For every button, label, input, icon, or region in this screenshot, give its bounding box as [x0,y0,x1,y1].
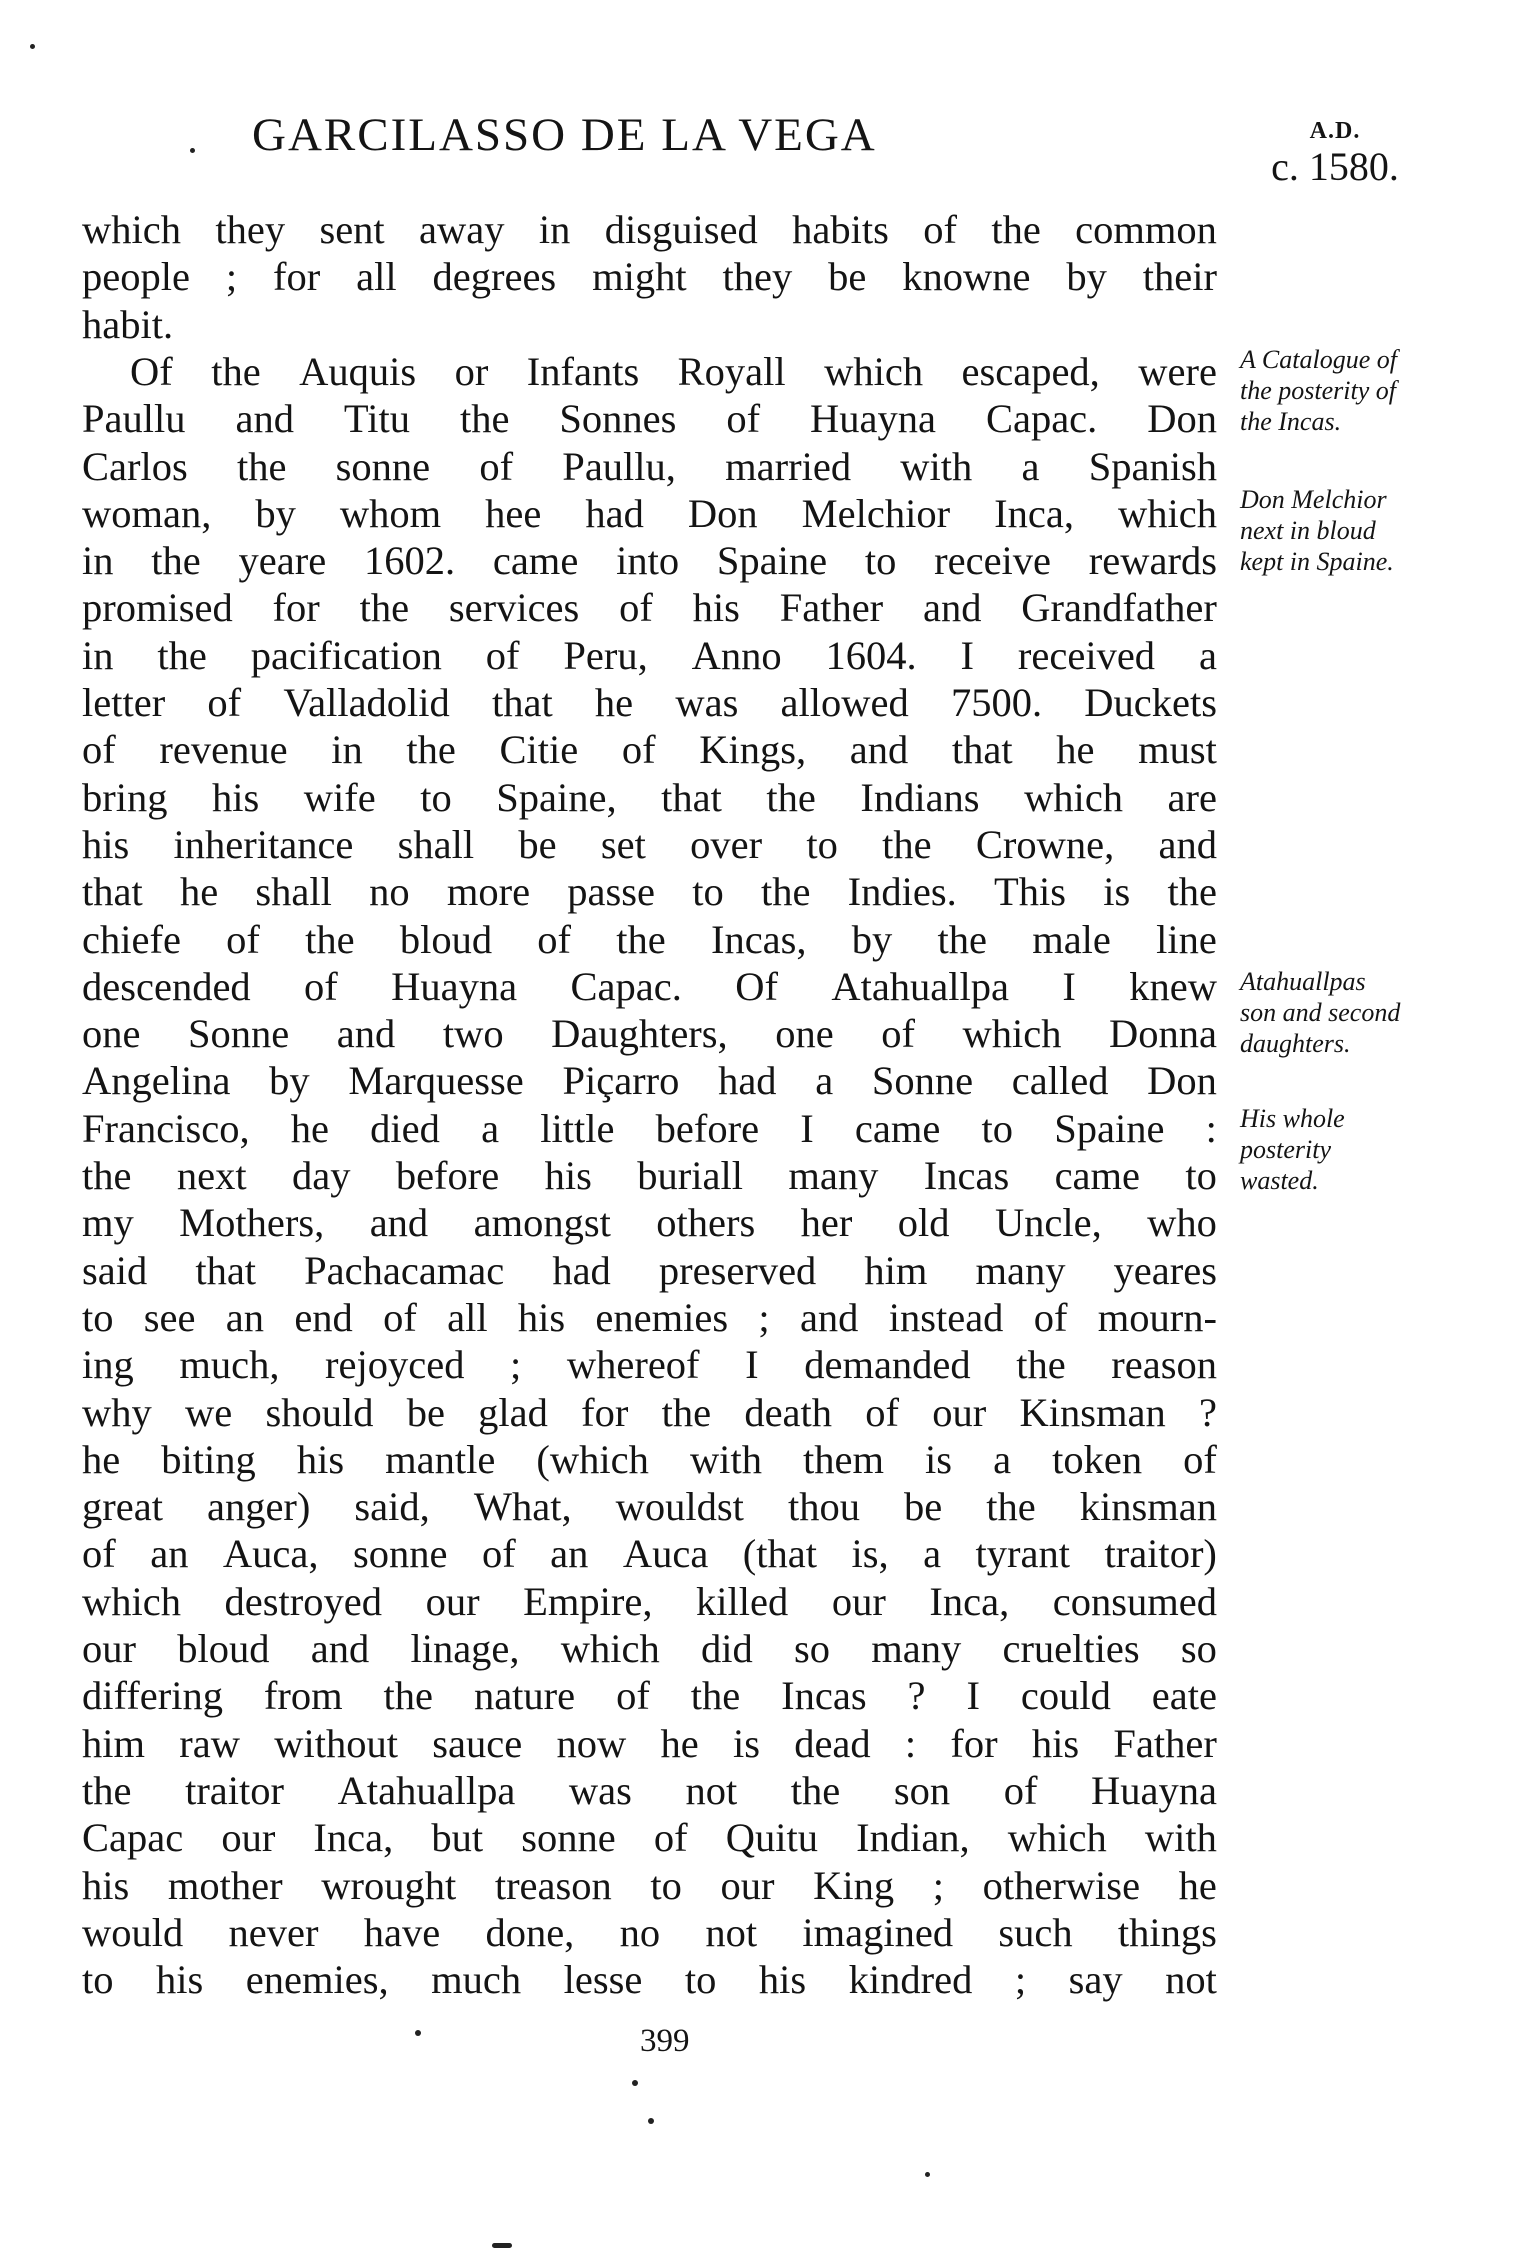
text-line: of revenue in the Citie of Kings, and that he must [82,727,1217,773]
text-line: Carlos the sonne of Paullu, married with a Spanish [82,443,1217,489]
margin-note-line: kept in Spaine. [1240,547,1394,576]
text-line: in the pacification of Peru, Anno 1604. I received a [82,632,1217,678]
text-line: Capac our Inca, but sonne of Quitu Indian, which with [82,1815,1217,1861]
text-line: why we should be glad for the death of our Kinsman ? [82,1389,1217,1435]
text-line: to see an end of all his enemies ; and instead of mourn- [82,1294,1217,1340]
print-speck [492,2243,512,2248]
text-line: Paullu and Titu the Sonnes of Huayna Capac. Don [82,396,1217,442]
text-line: Of the Auquis or Infants Royall which escaped, were [130,348,1217,394]
text-line: descended of Huayna Capac. Of Atahuallpa I knew [82,963,1217,1009]
text-line: promised for the services of his Father and Grandfather [82,585,1217,631]
margin-note-line: next in bloud [1240,516,1376,545]
print-speck [415,2030,421,2036]
margin-note-melchior [1240,484,1460,577]
text-line: Angelina by Marquesse Piçarro had a Sonne called Don [82,1058,1217,1104]
text-line: differing from the nature of the Incas ? I could eate [82,1673,1217,1719]
text-line: in the yeare 1602. came into Spaine to receive rewards [82,538,1217,584]
text-line: his inheritance shall be set over to the Crowne, and [82,821,1217,867]
margin-note-line: Atahuallpas [1240,967,1366,996]
margin-note-line: wasted. [1240,1166,1319,1195]
text-line: which destroyed our Empire, killed our Inca, consumed [82,1578,1217,1624]
margin-note-line: posterity [1240,1135,1331,1164]
margin-note-line: the Incas. [1240,407,1342,436]
text-line: one Sonne and two Daughters, one of which Donna [82,1011,1217,1057]
print-speck [30,44,35,49]
margin-note-posterity [1240,1103,1460,1196]
text-line: him raw without sauce now he is dead : for his Father [82,1720,1217,1766]
text-line: said that Pachacamac had preserved him many yeares [82,1247,1217,1293]
text-line: would never have done, no not imagined such things [82,1909,1217,1955]
print-speck [632,2080,638,2086]
print-speck [190,148,195,153]
text-line: people ; for all degrees might they be knowne by their [82,254,1217,300]
text-line: our bloud and linage, which did so many cruelties so [82,1626,1217,1671]
text-line: he biting his mantle (which with them is a token of [82,1436,1217,1482]
text-line: ing much, rejoyced ; whereof I demanded the reason [82,1342,1217,1388]
text-line: bring his wife to Spaine, that the Indians which are [82,774,1217,820]
text-line: which they sent away in disguised habits of the common [82,207,1217,252]
margin-note-line: A Catalogue of [1240,345,1397,374]
text-line: the next day before his buriall many Incas came to [82,1153,1217,1198]
text-line: of an Auca, sonne of an Auca (that is, a tyrant traitor) [82,1531,1217,1577]
text-line: great anger) said, What, wouldst thou be the kinsman [82,1484,1217,1530]
page-number: 399 [640,2023,690,2059]
running-head-date [1255,118,1415,189]
date-value: c. 1580. [1271,144,1399,189]
text-line: to his enemies, much lesse to his kindred ; say not [82,1957,1217,2003]
text-line: the traitor Atahuallpa was not the son of Huayna [82,1767,1217,1813]
margin-note-line: His whole [1240,1104,1345,1133]
text-line: chiefe of the bloud of the Incas, by the male line [82,916,1217,962]
text-line: his mother wrought treason to our King ; otherwise he [82,1862,1217,1908]
text-line: that he shall no more passe to the Indies. This is the [82,869,1217,915]
text-line: woman, by whom hee had Don Melchior Inca, which [82,490,1217,536]
margin-note-atahuallpa [1240,966,1460,1059]
text-line: letter of Valladolid that he was allowed 7500. Duckets [82,680,1217,725]
text-line: my Mothers, and amongst others her old Uncle, who [82,1200,1217,1246]
date-label: A.D. [1309,118,1361,144]
text-line: Francisco, he died a little before I came to Spaine : [82,1105,1217,1151]
running-head-title: GARCILASSO DE LA VEGA [252,109,877,161]
margin-note-catalogue [1240,344,1460,437]
text-line: habit. [82,301,174,347]
margin-note-line: Don Melchior [1240,485,1387,514]
margin-note-line: daughters. [1240,1029,1351,1058]
print-speck [925,2172,930,2177]
print-speck [648,2118,654,2124]
margin-note-line: the posterity of [1240,376,1396,405]
margin-note-line: son and second [1240,998,1401,1027]
